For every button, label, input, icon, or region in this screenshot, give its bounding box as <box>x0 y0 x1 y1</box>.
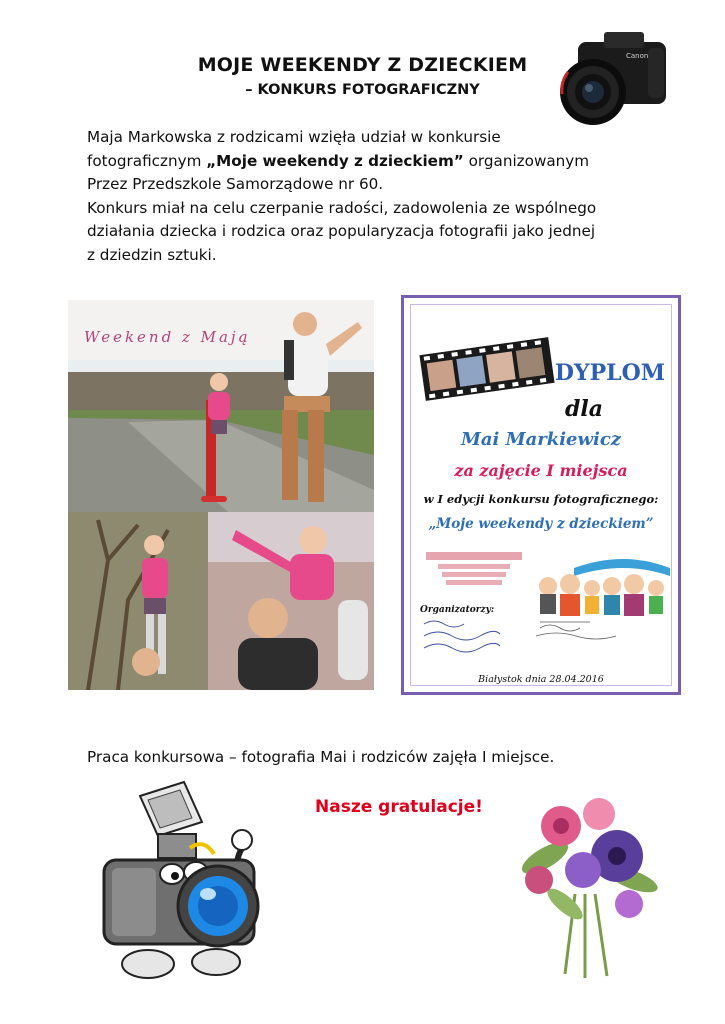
footer-caption: Praca konkursowa – fotografia Mai i rodziców zajęła I miejsce. <box>87 748 555 766</box>
signatures-image <box>420 618 670 654</box>
page-subtitle: – KONKURS FOTOGRAFICZNY <box>245 82 480 98</box>
congrats-text: Nasze gratulacje! <box>315 797 483 817</box>
collage-caption: Weekend z Mają <box>84 328 251 346</box>
cartoon-family-icon <box>534 554 674 618</box>
article-text-span: fotograficznym <box>87 151 207 170</box>
diploma-edition: w I edycji konkursu fotograficznego: <box>423 492 659 506</box>
article-text-span: organizowanym <box>463 151 590 170</box>
article-line <box>87 150 647 174</box>
contest-name-bold: „Moje weekendy z dzieckiem” <box>206 151 464 170</box>
article-line: Konkurs miał na celu czerpanie radości, zadowolenia ze wspólnego <box>87 198 597 217</box>
film-strip-icon <box>418 332 556 406</box>
camera-photo-icon <box>548 28 678 128</box>
diploma-name: Mai Markiewicz <box>460 429 622 450</box>
school-stamp-icon <box>424 548 524 596</box>
diploma-date: Białystok dnia 28.04.2016 <box>478 674 604 685</box>
diploma-contest: „Moje weekendy z dzieckiem” <box>428 516 654 532</box>
page-title: MOJE WEEKENDY Z DZIECKIEM <box>197 54 528 76</box>
article-text <box>87 126 647 267</box>
article-line: Maja Markowska z rodzicami wzięła udział w konkursie <box>87 128 501 146</box>
collage-photo-image <box>68 300 374 690</box>
diploma-place: za zajęcie I miejsca <box>454 461 628 480</box>
svg-text:Canon: Canon <box>626 52 649 60</box>
flower-bouquet-icon <box>505 784 667 980</box>
diploma-for: dla <box>565 396 603 422</box>
article-line: Przez Przedszkole Samorządowe nr 60. <box>87 175 384 193</box>
diploma-heading: DYPLOM <box>554 360 666 386</box>
article-line: działania dziecka i rodzica oraz popularyzacja fotografii jako jednej <box>87 222 596 240</box>
article-line: z dziedzin sztuki. <box>87 245 217 264</box>
cartoon-camera-icon <box>92 778 282 984</box>
diploma-organizers-label: Organizatorzy: <box>420 605 495 615</box>
diploma <box>401 295 681 695</box>
photo-collage <box>68 300 374 690</box>
